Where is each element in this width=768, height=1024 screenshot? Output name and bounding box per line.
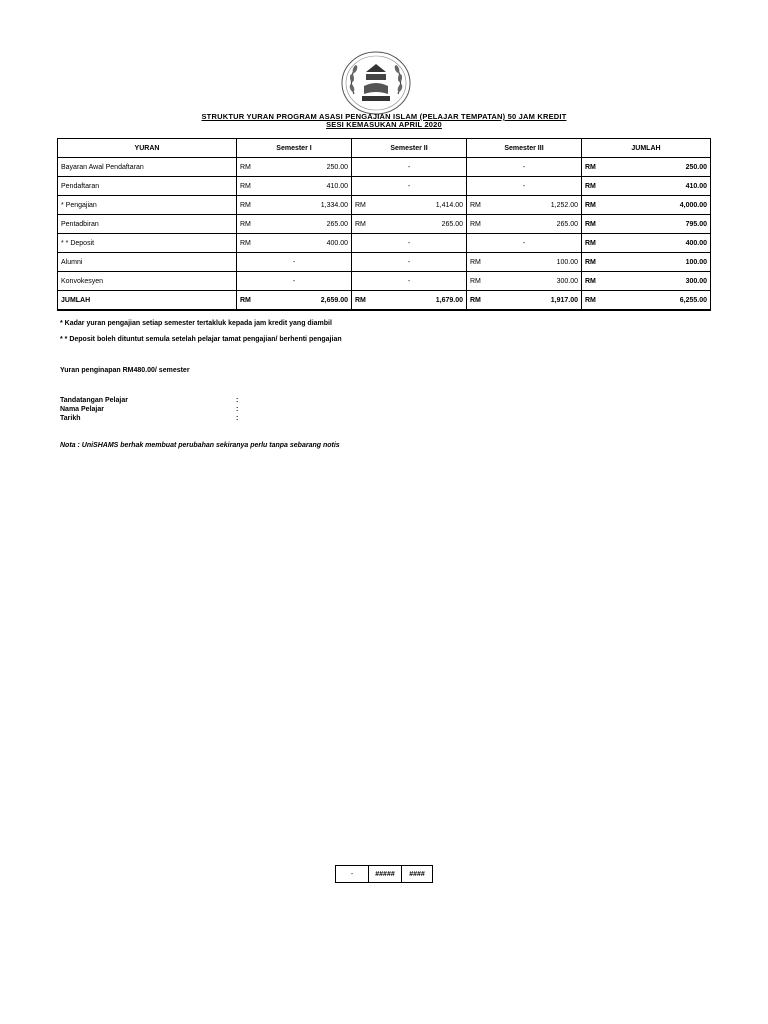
university-crest-logo (340, 50, 412, 116)
semester-3-cell: RM 265.00 (467, 215, 582, 234)
table-row (58, 196, 711, 215)
fee-label: Pentadbiran (58, 215, 237, 234)
total-row (58, 291, 711, 311)
student-name-line: Nama Pelajar : (60, 406, 239, 413)
table-header-row (58, 139, 711, 158)
total-grand-cell: RM 6,255.00 (582, 291, 711, 311)
footer-cell: #### (402, 866, 433, 883)
footer-cell: ##### (369, 866, 402, 883)
table-row (58, 253, 711, 272)
total-s3-cell: RM 1,917.00 (467, 291, 582, 311)
fee-table (57, 138, 711, 311)
semester-2-cell: - (352, 272, 467, 291)
semester-3-cell: - (467, 158, 582, 177)
row-total-cell: RM 4,000.00 (582, 196, 711, 215)
footer-summary-table (335, 865, 433, 883)
semester-2-cell: - (352, 158, 467, 177)
fee-label: Bayaran Awal Pendaftaran (58, 158, 237, 177)
header-yuran: YURAN (58, 139, 237, 158)
semester-3-cell: - (467, 177, 582, 196)
row-total-cell: RM 100.00 (582, 253, 711, 272)
table-row (58, 158, 711, 177)
footer-cell: - (336, 866, 369, 883)
total-s2-cell: RM 1,679.00 (352, 291, 467, 311)
fee-label: Pendaftaran (58, 177, 237, 196)
header-semester-3: Semester III (467, 139, 582, 158)
semester-1-cell: RM 400.00 (237, 234, 352, 253)
total-label: JUMLAH (58, 291, 237, 311)
semester-2-cell: - (352, 177, 467, 196)
document-subtitle: SESI KEMASUKAN APRIL 2020 (326, 120, 442, 129)
table-row (58, 272, 711, 291)
semester-1-cell: RM 410.00 (237, 177, 352, 196)
semester-1-cell: - (237, 272, 352, 291)
signature-line: Tandatangan Pelajar : (60, 397, 239, 404)
fee-label: Alumni (58, 253, 237, 272)
semester-3-cell: RM 1,252.00 (467, 196, 582, 215)
row-total-cell: RM 400.00 (582, 234, 711, 253)
note-deposit-refund: * * Deposit boleh dituntut semula setelah pelajar tamat pengajian/ berhenti pengajian (60, 336, 342, 343)
fee-label: * * Deposit (58, 234, 237, 253)
row-total-cell: RM 250.00 (582, 158, 711, 177)
semester-1-cell: RM 265.00 (237, 215, 352, 234)
row-total-cell: RM 795.00 (582, 215, 711, 234)
semester-3-cell: - (467, 234, 582, 253)
semester-3-cell: RM 100.00 (467, 253, 582, 272)
table-row (58, 234, 711, 253)
hostel-fee-text: Yuran penginapan RM480.00/ semester (60, 367, 190, 374)
row-total-cell: RM 410.00 (582, 177, 711, 196)
table-row (58, 177, 711, 196)
disclaimer-note: Nota : UniSHAMS berhak membuat perubahan sekiranya perlu tanpa sebarang notis (60, 442, 340, 449)
document-title: STRUKTUR YURAN PROGRAM ASASI PENGAJIAN ISLAM (PELAJAR TEMPATAN) 50 JAM KREDIT (201, 112, 567, 121)
header-jumlah: JUMLAH (582, 139, 711, 158)
row-total-cell: RM 300.00 (582, 272, 711, 291)
semester-1-cell: RM 250.00 (237, 158, 352, 177)
semester-2-cell: RM 1,414.00 (352, 196, 467, 215)
semester-2-cell: - (352, 253, 467, 272)
header-semester-1: Semester I (237, 139, 352, 158)
semester-2-cell: RM 265.00 (352, 215, 467, 234)
date-line: Tarikh : (60, 415, 239, 422)
semester-1-cell: RM 1,334.00 (237, 196, 352, 215)
fee-label: * Pengajian (58, 196, 237, 215)
note-tuition-rate: * Kadar yuran pengajian setiap semester tertakluk kepada jam kredit yang diambil (60, 320, 332, 327)
fee-label: Konvokesyen (58, 272, 237, 291)
semester-1-cell: - (237, 253, 352, 272)
header-semester-2: Semester II (352, 139, 467, 158)
total-s1-cell: RM 2,659.00 (237, 291, 352, 311)
semester-2-cell: - (352, 234, 467, 253)
semester-3-cell: RM 300.00 (467, 272, 582, 291)
table-row (58, 215, 711, 234)
